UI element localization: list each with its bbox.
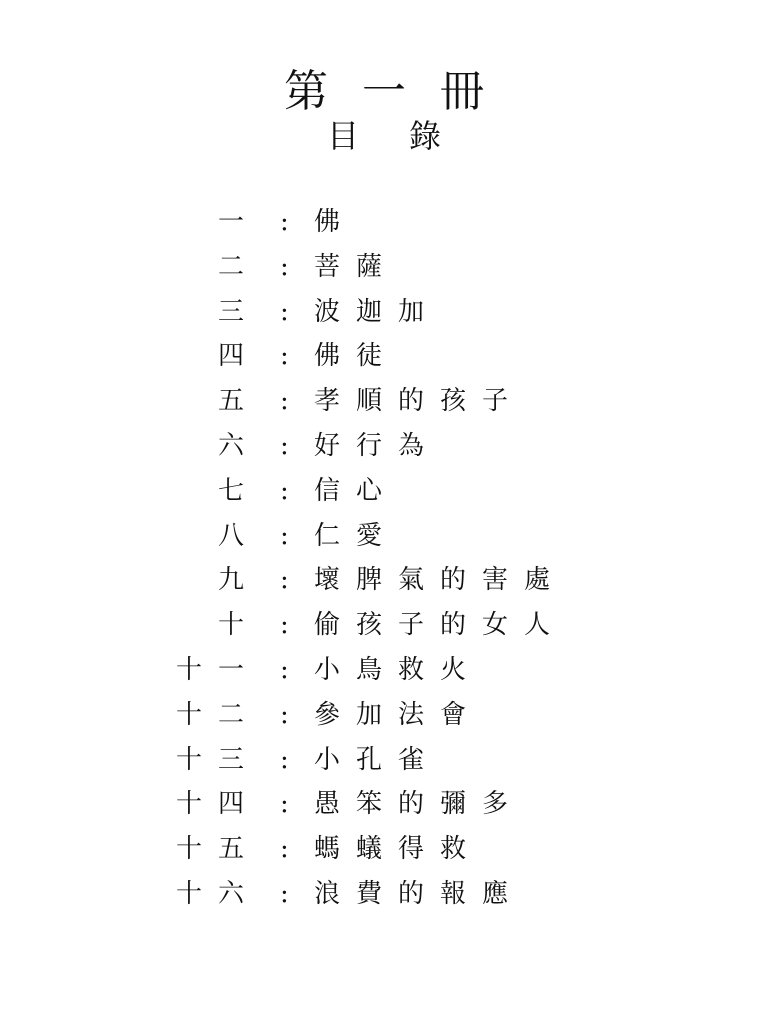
page-subtitle xyxy=(0,114,768,158)
toc-entry xyxy=(0,558,768,602)
title-char: 第 xyxy=(284,66,328,117)
toc-entry-title: 小鳥救火 xyxy=(314,655,483,685)
toc-entry-number: 五 xyxy=(217,386,260,417)
toc-entry xyxy=(0,200,768,244)
toc-entry-separator: : xyxy=(280,520,289,551)
toc-entry-title: 菩薩 xyxy=(314,251,399,282)
toc-entry-number: 六 xyxy=(217,431,260,461)
toc-entry-separator: : xyxy=(280,207,289,237)
subtitle-char: 目 xyxy=(326,117,359,155)
toc-entry-separator: : xyxy=(280,386,289,417)
toc-entry-title: 愚笨的彌多 xyxy=(314,789,525,820)
toc-entry-title: 孝順的孩子 xyxy=(314,386,525,417)
toc-entry-title: 好行為 xyxy=(314,431,441,461)
toc-entry-title: 佛徒 xyxy=(314,341,399,372)
toc-entry-separator: : xyxy=(280,699,289,730)
page-title xyxy=(0,62,768,122)
toc-entry-number: 十一 xyxy=(175,655,260,685)
toc-entry-title: 信心 xyxy=(314,475,399,506)
toc-entry-number: 三 xyxy=(217,296,260,327)
toc-entry-separator: : xyxy=(280,431,289,461)
toc-entry-separator: : xyxy=(280,341,289,372)
toc-entry-separator: : xyxy=(280,879,289,909)
toc-entry xyxy=(0,738,768,782)
toc-entry-title: 壞脾氣的害處 xyxy=(314,565,567,596)
toc-entry-number: 十六 xyxy=(175,879,260,909)
toc-entry xyxy=(0,469,768,513)
toc-entry-number: 十二 xyxy=(175,699,260,730)
toc-entry-number: 十四 xyxy=(175,789,260,820)
toc-entry-title: 偷孩子的女人 xyxy=(314,610,567,641)
subtitle-char: 錄 xyxy=(409,117,442,155)
toc-entry-title: 浪費的報應 xyxy=(314,879,525,909)
toc-entry-separator: : xyxy=(280,655,289,685)
toc-entry-separator: : xyxy=(280,251,289,282)
toc-entry-number: 八 xyxy=(217,520,260,551)
toc-entry xyxy=(0,827,768,871)
title-char: 一 xyxy=(362,66,406,117)
toc-entry xyxy=(0,514,768,558)
toc-entry-separator: : xyxy=(280,475,289,506)
toc-entry-number: 十三 xyxy=(175,744,260,775)
toc-entry xyxy=(0,782,768,826)
toc-entry xyxy=(0,245,768,289)
toc-entry-separator: : xyxy=(280,565,289,596)
toc-entry-separator: : xyxy=(280,296,289,327)
title-char: 冊 xyxy=(440,66,484,117)
toc-entry xyxy=(0,290,768,334)
toc-entry-number: 四 xyxy=(217,341,260,372)
toc-entry xyxy=(0,872,768,916)
toc-entry-title: 波迦加 xyxy=(314,296,441,327)
toc-entry-number: 七 xyxy=(217,475,260,506)
toc-entry-title: 小孔雀 xyxy=(314,744,441,775)
toc-entry-separator: : xyxy=(280,834,289,865)
toc-entry xyxy=(0,334,768,378)
toc-entry-title: 仁愛 xyxy=(314,520,399,551)
toc-entry xyxy=(0,693,768,737)
toc-entry-separator: : xyxy=(280,610,289,641)
toc-entry-separator: : xyxy=(280,744,289,775)
toc-entry-separator: : xyxy=(280,789,289,820)
toc-entry xyxy=(0,603,768,647)
toc-entry-number: 十五 xyxy=(175,834,260,865)
toc-entry xyxy=(0,648,768,692)
toc-entry-number: 一 xyxy=(217,207,260,237)
toc-entry-number: 二 xyxy=(217,251,260,282)
toc-entry xyxy=(0,379,768,423)
toc-entry-number: 九 xyxy=(217,565,260,596)
toc-entry xyxy=(0,424,768,468)
toc-entry-number: 十 xyxy=(217,610,260,641)
toc-entry-title: 佛 xyxy=(314,207,357,237)
toc-entry-title: 螞蟻得救 xyxy=(314,834,483,865)
toc-entry-title: 參加法會 xyxy=(314,699,483,730)
